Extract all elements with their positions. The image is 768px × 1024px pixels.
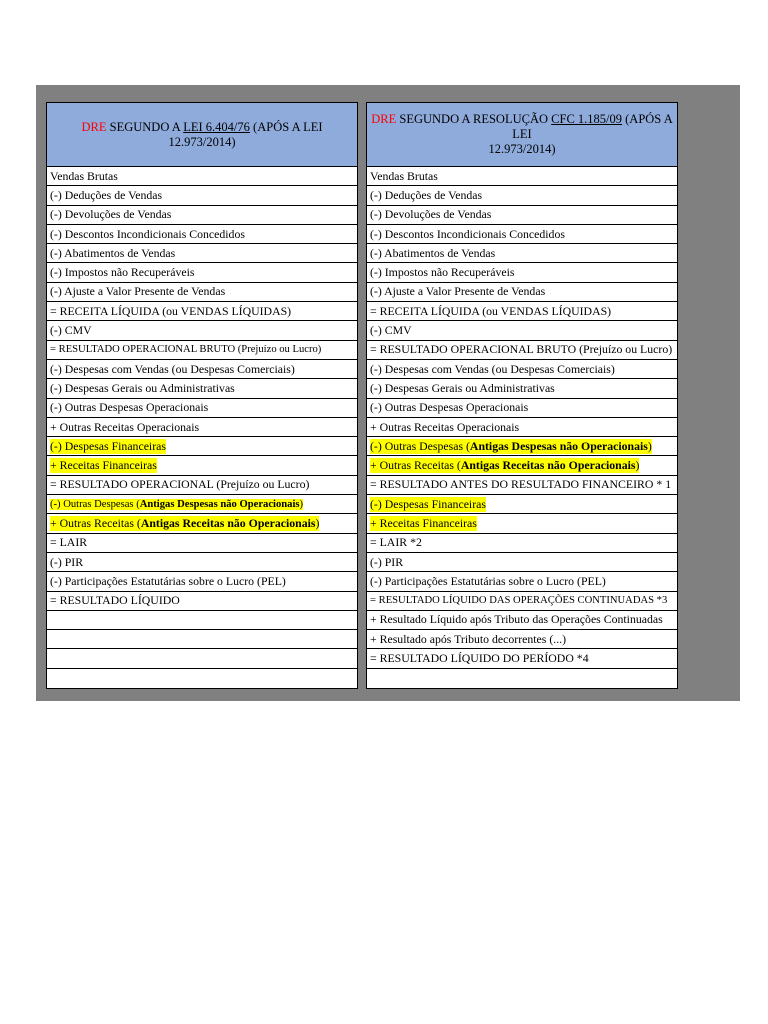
dre-row — [47, 167, 357, 186]
dre-row — [367, 360, 677, 379]
row-label-prefix: (-) Outras Despesas ( — [370, 438, 470, 453]
dre-row — [367, 611, 677, 630]
row-label: (-) PIR — [370, 554, 404, 569]
dre-row — [367, 572, 677, 591]
dre-row — [47, 379, 357, 398]
dre-row — [47, 495, 357, 514]
dre-row — [367, 418, 677, 437]
dre-row — [47, 514, 357, 533]
row-label: + Outras Receitas Operacionais — [370, 419, 520, 434]
header-line-2: 12.973/2014) — [488, 142, 556, 156]
header-pre: SEGUNDO A RESOLUÇÃO — [396, 112, 552, 126]
row-label-prefix: (-) Outras Despesas ( — [50, 498, 140, 510]
row-label-emphasis: Antigas Receitas não Operacionais — [460, 458, 636, 473]
header-line-2: 12.973/2014) — [168, 134, 236, 149]
row-label: (-) Despesas Financeiras — [50, 438, 166, 453]
header-post: (APÓS A LEI — [249, 119, 323, 134]
row-label-emphasis: Antigas Despesas não Operacionais — [139, 498, 300, 510]
dre-row — [47, 572, 357, 591]
row-label: (-) Despesas com Vendas (ou Despesas Comerciais) — [50, 361, 295, 376]
row-label: = RESULTADO LÍQUIDO DAS OPERAÇÕES CONTINUADAS *3 — [370, 595, 668, 607]
dre-cfc-1185-column — [366, 102, 678, 689]
row-label-prefix: + Outras Receitas ( — [370, 458, 461, 473]
dre-row — [367, 167, 677, 186]
dre-row — [367, 630, 677, 649]
row-label: + Outras Receitas Operacionais — [50, 419, 200, 434]
dre-row — [367, 495, 677, 514]
row-label: (-) Ajuste a Valor Presente de Vendas — [50, 284, 226, 299]
dre-row — [47, 263, 357, 282]
row-label: Vendas Brutas — [50, 168, 118, 183]
dre-row — [47, 437, 357, 456]
dre-row — [47, 669, 357, 688]
dre-label: DRE — [371, 112, 397, 126]
row-label: = RECEITA LÍQUIDA (ou VENDAS LÍQUIDAS) — [50, 303, 292, 318]
dre-row — [47, 476, 357, 495]
row-label: (-) Outras Despesas Operacionais — [50, 400, 209, 415]
row-label: (-) Despesas Financeiras — [370, 496, 486, 511]
dre-row — [367, 283, 677, 302]
dre-row — [47, 244, 357, 263]
row-label: = LAIR *2 — [370, 535, 422, 550]
row-label: + Receitas Financeiras — [50, 458, 157, 473]
dre-row — [47, 630, 357, 649]
dre-row — [367, 321, 677, 340]
dre-row — [47, 611, 357, 630]
row-label: (-) Impostos não Recuperáveis — [370, 265, 515, 280]
dre-row — [47, 649, 357, 668]
row-label: (-) Descontos Incondicionais Concedidos — [370, 226, 565, 241]
law-reference: LEI 6.404/76 — [183, 119, 250, 134]
row-label: = RESULTADO ANTES DO RESULTADO FINANCEIRO * 1 — [370, 477, 672, 492]
row-label: (-) Deduções de Vendas — [370, 187, 483, 202]
dre-row — [367, 534, 677, 553]
row-label: (-) Participações Estatutárias sobre o Lucro (PEL) — [370, 573, 606, 588]
row-label: + Resultado Líquido após Tributo das Operações Continuadas — [370, 612, 663, 627]
dre-row — [47, 186, 357, 205]
row-label-emphasis: Antigas Despesas não Operacionais — [469, 438, 648, 453]
dre-row — [367, 206, 677, 225]
row-label: (-) Despesas Gerais ou Administrativas — [370, 380, 555, 395]
row-label-suffix: ) — [647, 438, 652, 453]
row-label — [370, 439, 652, 454]
dre-row — [47, 456, 357, 475]
row-label: (-) CMV — [50, 323, 92, 338]
dre-row — [367, 437, 677, 456]
header-line-1 — [371, 112, 673, 142]
dre-row — [47, 360, 357, 379]
row-label: = RESULTADO OPERACIONAL (Prejuízo ou Lucro) — [50, 477, 310, 492]
dre-row — [47, 302, 357, 321]
row-label: = RESULTADO LÍQUIDO — [50, 593, 180, 608]
dre-row — [47, 225, 357, 244]
dre-label: DRE — [81, 119, 107, 134]
row-label: (-) Abatimentos de Vendas — [50, 245, 176, 260]
row-label-suffix: ) — [299, 498, 304, 510]
row-label: = RESULTADO OPERACIONAL BRUTO (Prejuízo ou Lucro) — [50, 344, 322, 356]
dre-row — [47, 534, 357, 553]
row-label: (-) Devoluções de Vendas — [370, 207, 492, 222]
row-label — [50, 499, 303, 510]
row-label: (-) Devoluções de Vendas — [50, 207, 172, 222]
dre-comparison-panel — [36, 85, 740, 701]
law-reference: CFC 1.185/09 — [551, 112, 623, 126]
row-label: = RECEITA LÍQUIDA (ou VENDAS LÍQUIDAS) — [370, 303, 612, 318]
row-label-emphasis: Antigas Receitas não Operacionais — [140, 515, 316, 530]
header-line-1 — [82, 120, 323, 135]
row-label: (-) Outras Despesas Operacionais — [370, 400, 529, 415]
dre-row — [367, 649, 677, 668]
row-label: (-) Abatimentos de Vendas — [370, 245, 496, 260]
dre-row — [367, 302, 677, 321]
row-label — [50, 516, 319, 531]
row-label: (-) Participações Estatutárias sobre o Lucro (PEL) — [50, 573, 286, 588]
row-label: (-) Descontos Incondicionais Concedidos — [50, 226, 245, 241]
row-label: = RESULTADO LÍQUIDO DO PERÍODO *4 — [370, 651, 589, 666]
dre-row — [367, 263, 677, 282]
row-label: (-) Impostos não Recuperáveis — [50, 265, 195, 280]
dre-row — [47, 206, 357, 225]
dre-row — [367, 341, 677, 360]
row-label: + Resultado após Tributo decorrentes (...) — [370, 631, 567, 646]
dre-rows — [47, 167, 357, 688]
dre-lei-6404-column — [46, 102, 358, 689]
dre-row — [47, 283, 357, 302]
row-label: (-) CMV — [370, 323, 412, 338]
row-label: (-) Despesas com Vendas (ou Despesas Comerciais) — [370, 361, 615, 376]
row-label: = LAIR — [50, 535, 88, 550]
dre-row — [47, 341, 357, 360]
row-label-suffix: ) — [315, 515, 320, 530]
dre-row — [47, 399, 357, 418]
row-label-prefix: + Outras Receitas ( — [50, 515, 141, 530]
dre-row — [367, 553, 677, 572]
row-label: (-) Deduções de Vendas — [50, 187, 163, 202]
dre-row — [367, 399, 677, 418]
dre-row — [367, 186, 677, 205]
column-header — [47, 103, 357, 167]
dre-row — [367, 669, 677, 688]
row-label: (-) PIR — [50, 554, 84, 569]
row-label-suffix: ) — [635, 458, 640, 473]
row-label: + Receitas Financeiras — [370, 515, 477, 530]
header-post: (APÓS A LEI — [512, 112, 673, 141]
dre-rows — [367, 167, 677, 688]
dre-row — [367, 225, 677, 244]
dre-row — [47, 321, 357, 340]
row-label: = RESULTADO OPERACIONAL BRUTO (Prejuízo ou Lucro) — [370, 342, 673, 357]
dre-row — [367, 456, 677, 475]
column-header — [367, 103, 677, 167]
dre-row — [47, 418, 357, 437]
dre-row — [47, 553, 357, 572]
row-label: (-) Despesas Gerais ou Administrativas — [50, 380, 235, 395]
dre-row — [367, 514, 677, 533]
dre-row — [367, 476, 677, 495]
header-pre: SEGUNDO A — [106, 119, 184, 134]
row-label: (-) Ajuste a Valor Presente de Vendas — [370, 284, 546, 299]
dre-row — [47, 592, 357, 611]
dre-row — [367, 244, 677, 263]
dre-row — [367, 592, 677, 611]
dre-row — [367, 379, 677, 398]
row-label — [370, 458, 639, 473]
row-label: Vendas Brutas — [370, 168, 438, 183]
